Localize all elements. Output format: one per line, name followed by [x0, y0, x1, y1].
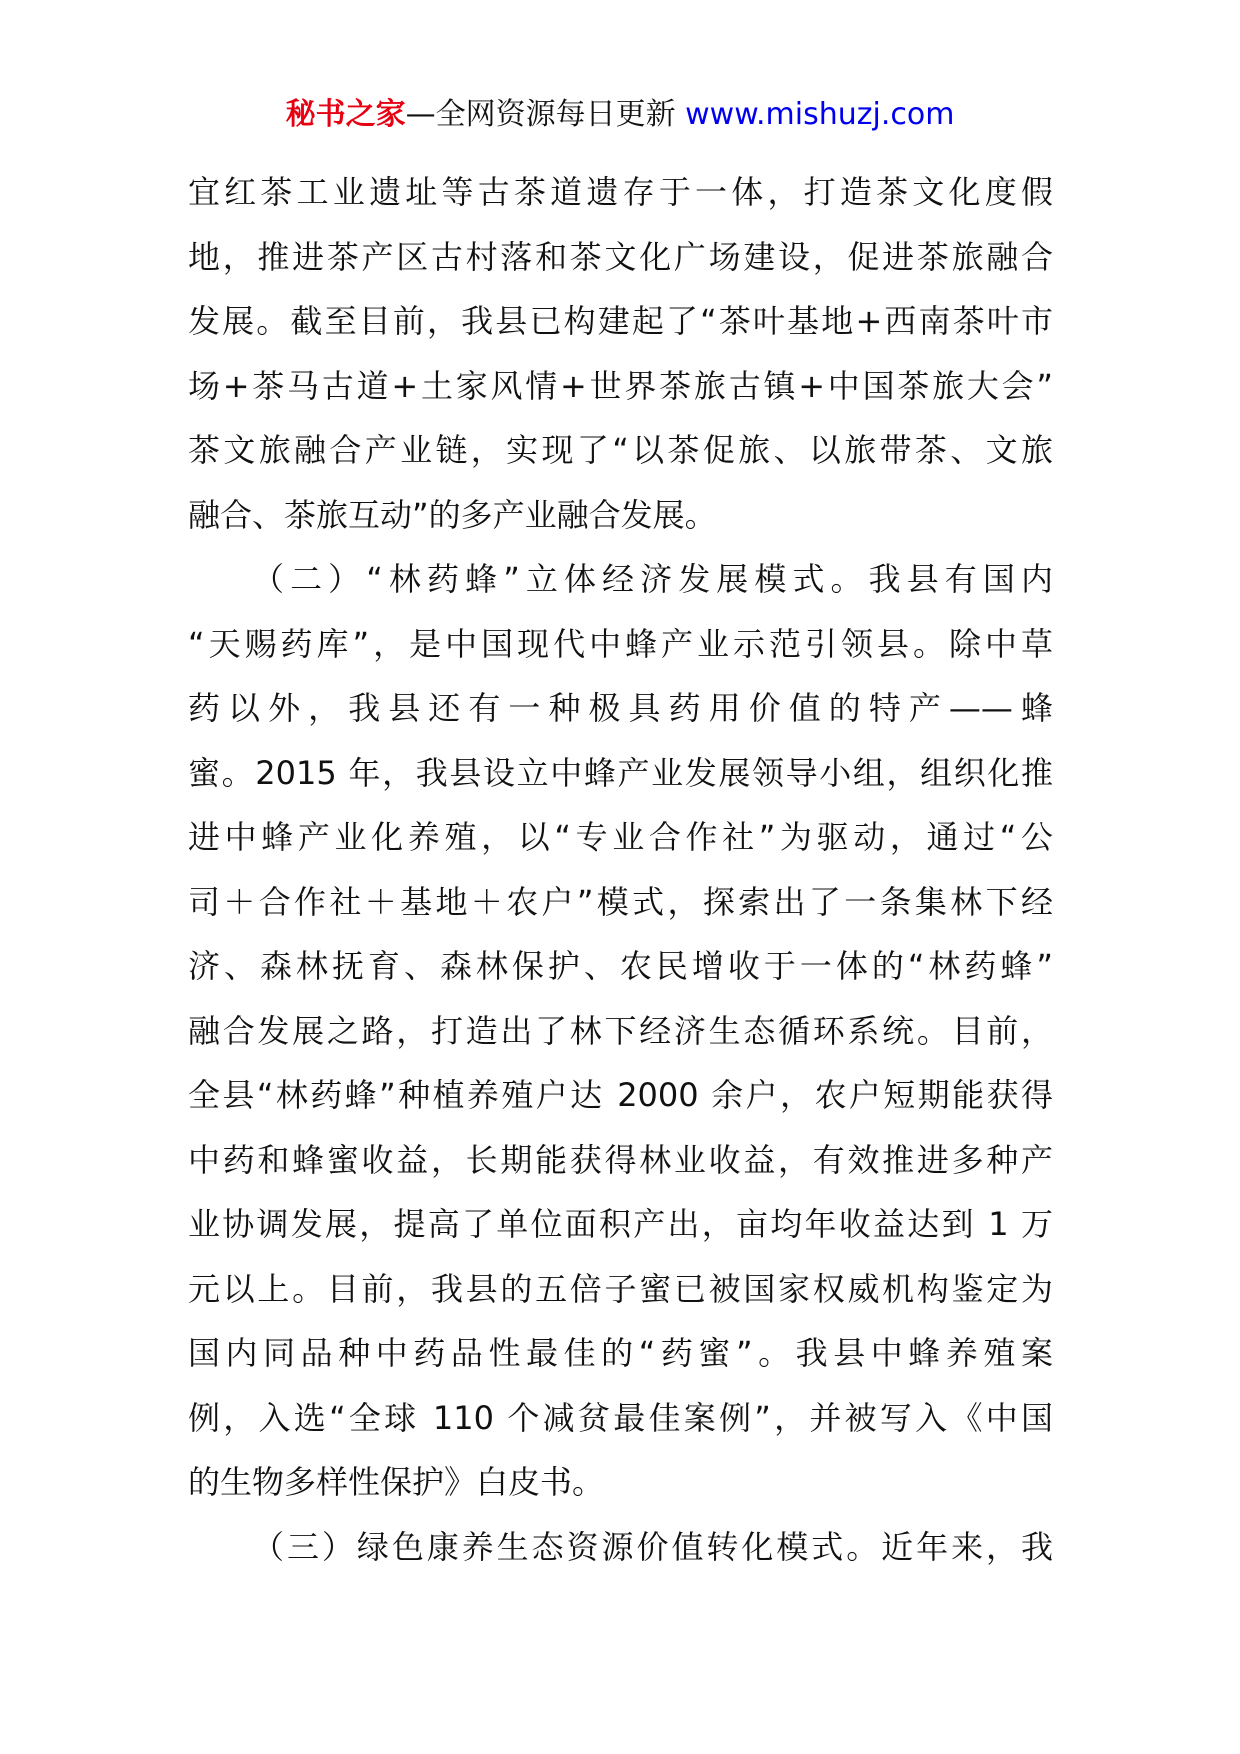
text-line: 药以外，我县还有一种极具药用价值的特产——蜂	[188, 689, 1053, 727]
text-line: 地，推进茶产区古村落和茶文化广场建设，促进茶旅融合	[188, 237, 1053, 276]
section-heading-line: （三）绿色康养生态资源价值转化模式。近年来，我	[252, 1527, 1053, 1566]
text-line: 茶文旅融合产业链，实现了“以茶促旅、以旅带茶、文旅	[188, 431, 1053, 469]
text-line: “天赐药库”，是中国现代中蜂产业示范引领县。除中草	[188, 624, 1053, 663]
text-line: 济、森林抚育、森林保护、农民增收于一体的“林药蜂”	[188, 947, 1053, 985]
text-line: 中药和蜂蜜收益，长期能获得林业收益，有效推进多种产	[188, 1140, 1053, 1179]
document-body	[188, 160, 1053, 1579]
site-brand: 秘书之家	[285, 97, 406, 132]
text-line: 业协调发展，提高了单位面积产出，亩均年收益达到 1 万	[188, 1205, 1053, 1243]
text-line: 宜红茶工业遗址等古茶道遗存于一体，打造茶文化度假	[188, 173, 1053, 211]
text-line: 例，入选“全球 110 个减贫最佳案例”，并被写入《中国	[188, 1398, 1053, 1437]
section-heading-line: （二）“林药蜂”立体经济发展模式。我县有国内	[252, 560, 1053, 598]
text-line: 全县“林药蜂”种植养殖户达 2000 余户，农户短期能获得	[188, 1076, 1053, 1114]
site-url-link[interactable]: www.mishuzj.com	[685, 97, 955, 132]
text-line: 司＋合作社＋基地＋农户”模式，探索出了一条集林下经	[188, 882, 1053, 921]
text-line: 国内同品种中药品性最佳的“药蜜”。我县中蜂养殖案	[188, 1334, 1053, 1372]
text-line: 发展。截至目前，我县已构建起了“茶叶基地+西南茶叶市	[188, 302, 1053, 340]
site-slogan: —全网资源每日更新	[405, 97, 686, 132]
text-line: 蜜。2015 年，我县设立中蜂产业发展领导小组，组织化推	[188, 753, 1053, 792]
text-line: 元以上。目前，我县的五倍子蜜已被国家权威机构鉴定为	[188, 1269, 1053, 1308]
text-line: 进中蜂产业化养殖，以“专业合作社”为驱动，通过“公	[188, 818, 1053, 856]
text-line: 融合发展之路，打造出了林下经济生态循环系统。目前，	[188, 1011, 1053, 1050]
text-line: 融合、茶旅互动”的多产业融合发展。	[188, 495, 717, 534]
text-line: 的生物多样性保护》白皮书。	[188, 1463, 605, 1501]
text-line: 场+茶马古道+土家风情+世界茶旅古镇+中国茶旅大会”	[188, 366, 1053, 405]
site-header	[0, 95, 1240, 135]
